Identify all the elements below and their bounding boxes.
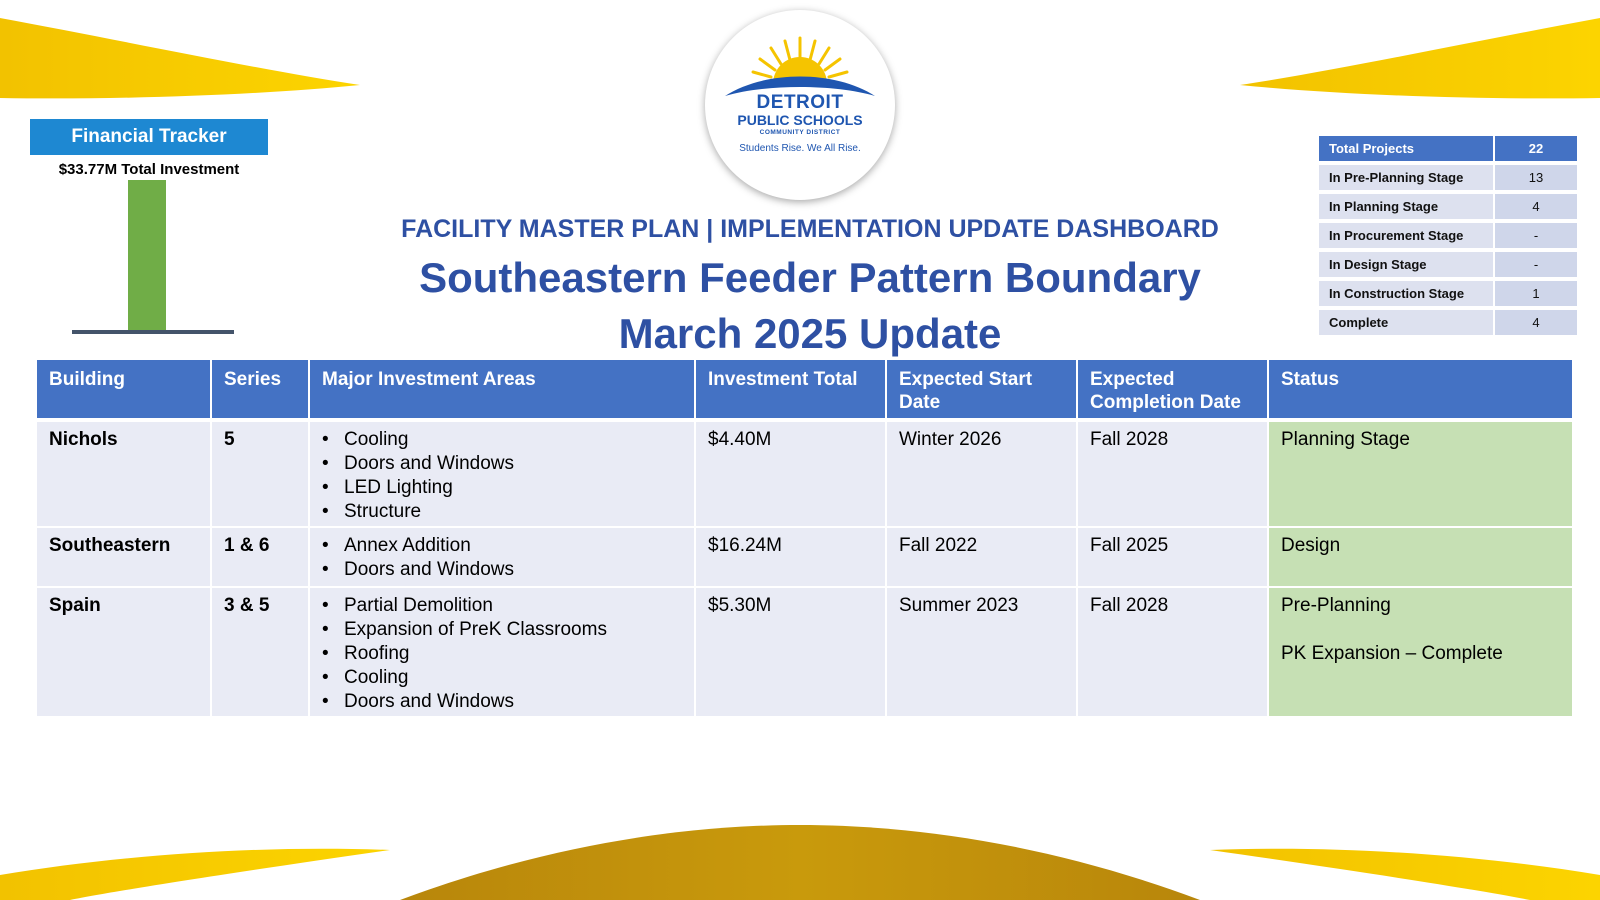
projects-table: [37, 360, 1574, 718]
logo-line-2: PUBLIC SCHOOLS: [737, 112, 863, 128]
stats-label: Complete: [1319, 310, 1493, 336]
stats-value: 4: [1493, 310, 1577, 336]
cell-completion: Fall 2025: [1077, 527, 1268, 587]
area-item: • Cooling: [344, 666, 682, 690]
header-completion: Expected Completion Date: [1077, 360, 1268, 420]
cell-series: 1 & 6: [211, 527, 309, 587]
header-series: Series: [211, 360, 309, 420]
stats-label: In Procurement Stage: [1319, 223, 1493, 249]
area-item: • Expansion of PreK Classrooms: [344, 618, 682, 642]
logo-line-1: DETROIT: [756, 92, 844, 113]
page-title-line-2: March 2025 Update: [618, 310, 1002, 357]
dashboard-subtitle: FACILITY MASTER PLAN | IMPLEMENTATION UPDATE DASHBOARD: [401, 215, 1219, 243]
financial-tracker-title: Financial Tracker: [30, 119, 268, 155]
cell-investment: $4.40M: [695, 420, 886, 527]
cell-status: Planning Stage: [1268, 420, 1573, 527]
stats-row: [1319, 136, 1577, 162]
stats-row: [1319, 252, 1577, 278]
table-header-row: [37, 360, 1573, 420]
stats-label: In Pre-Planning Stage: [1319, 165, 1493, 191]
cell-completion: Fall 2028: [1077, 587, 1268, 717]
cell-building: Spain: [37, 587, 211, 717]
project-stats-table: [1319, 133, 1577, 339]
area-item: • Structure: [344, 500, 682, 524]
cell-start: Fall 2022: [886, 527, 1077, 587]
chart-baseline: [72, 330, 234, 334]
table-row: [37, 527, 1573, 587]
cell-status: [1268, 587, 1573, 717]
header-status: Status: [1268, 360, 1573, 420]
logo-line-3: COMMUNITY DISTRICT: [759, 129, 841, 136]
cell-status: Design: [1268, 527, 1573, 587]
area-item: • Annex Addition: [344, 534, 682, 558]
total-investment-label: $33.77M Total Investment: [58, 161, 240, 178]
investment-bar: [128, 180, 166, 330]
area-item: • Doors and Windows: [344, 690, 682, 714]
stats-label: Total Projects: [1319, 136, 1493, 162]
stats-label: In Planning Stage: [1319, 194, 1493, 220]
stats-row: [1319, 223, 1577, 249]
area-item: • Doors and Windows: [344, 558, 682, 582]
page-title-line-1: Southeastern Feeder Pattern Boundary: [419, 254, 1201, 301]
stats-row: [1319, 310, 1577, 336]
financial-tracker-chart: [70, 176, 240, 336]
stats-label: In Design Stage: [1319, 252, 1493, 278]
cell-completion: Fall 2028: [1077, 420, 1268, 527]
cell-start: Winter 2026: [886, 420, 1077, 527]
cell-series: 3 & 5: [211, 587, 309, 717]
header-start: Expected Start Date: [886, 360, 1077, 420]
table-row: [37, 587, 1573, 717]
stats-value: 1: [1493, 281, 1577, 307]
cell-investment: $5.30M: [695, 587, 886, 717]
header-building: Building: [37, 360, 211, 420]
cell-building: Southeastern: [37, 527, 211, 587]
cell-start: Summer 2023: [886, 587, 1077, 717]
cell-investment: $16.24M: [695, 527, 886, 587]
stats-value: -: [1493, 252, 1577, 278]
stats-value: 13: [1493, 165, 1577, 191]
cell-areas: [309, 587, 695, 717]
area-item: • Cooling: [344, 428, 682, 452]
cell-areas: [309, 527, 695, 587]
stats-value: 4: [1493, 194, 1577, 220]
area-item: • LED Lighting: [344, 476, 682, 500]
cell-building: Nichols: [37, 420, 211, 527]
header-investment: Investment Total: [695, 360, 886, 420]
area-item: • Roofing: [344, 642, 682, 666]
dpscd-logo: [705, 10, 895, 200]
stats-row: [1319, 165, 1577, 191]
logo-tagline: Students Rise. We All Rise.: [739, 143, 861, 154]
stats-value: -: [1493, 223, 1577, 249]
cell-series: 5: [211, 420, 309, 527]
area-item: • Doors and Windows: [344, 452, 682, 476]
stats-label: In Construction Stage: [1319, 281, 1493, 307]
cell-areas: [309, 420, 695, 527]
stats-row: [1319, 194, 1577, 220]
area-item: • Partial Demolition: [344, 594, 682, 618]
table-row: [37, 420, 1573, 527]
page-title: [320, 250, 1300, 362]
status-line: Pre-Planning: [1281, 595, 1391, 616]
stats-row: [1319, 281, 1577, 307]
header-areas: Major Investment Areas: [309, 360, 695, 420]
status-note: PK Expansion – Complete: [1281, 643, 1503, 664]
stats-value: 22: [1493, 136, 1577, 162]
